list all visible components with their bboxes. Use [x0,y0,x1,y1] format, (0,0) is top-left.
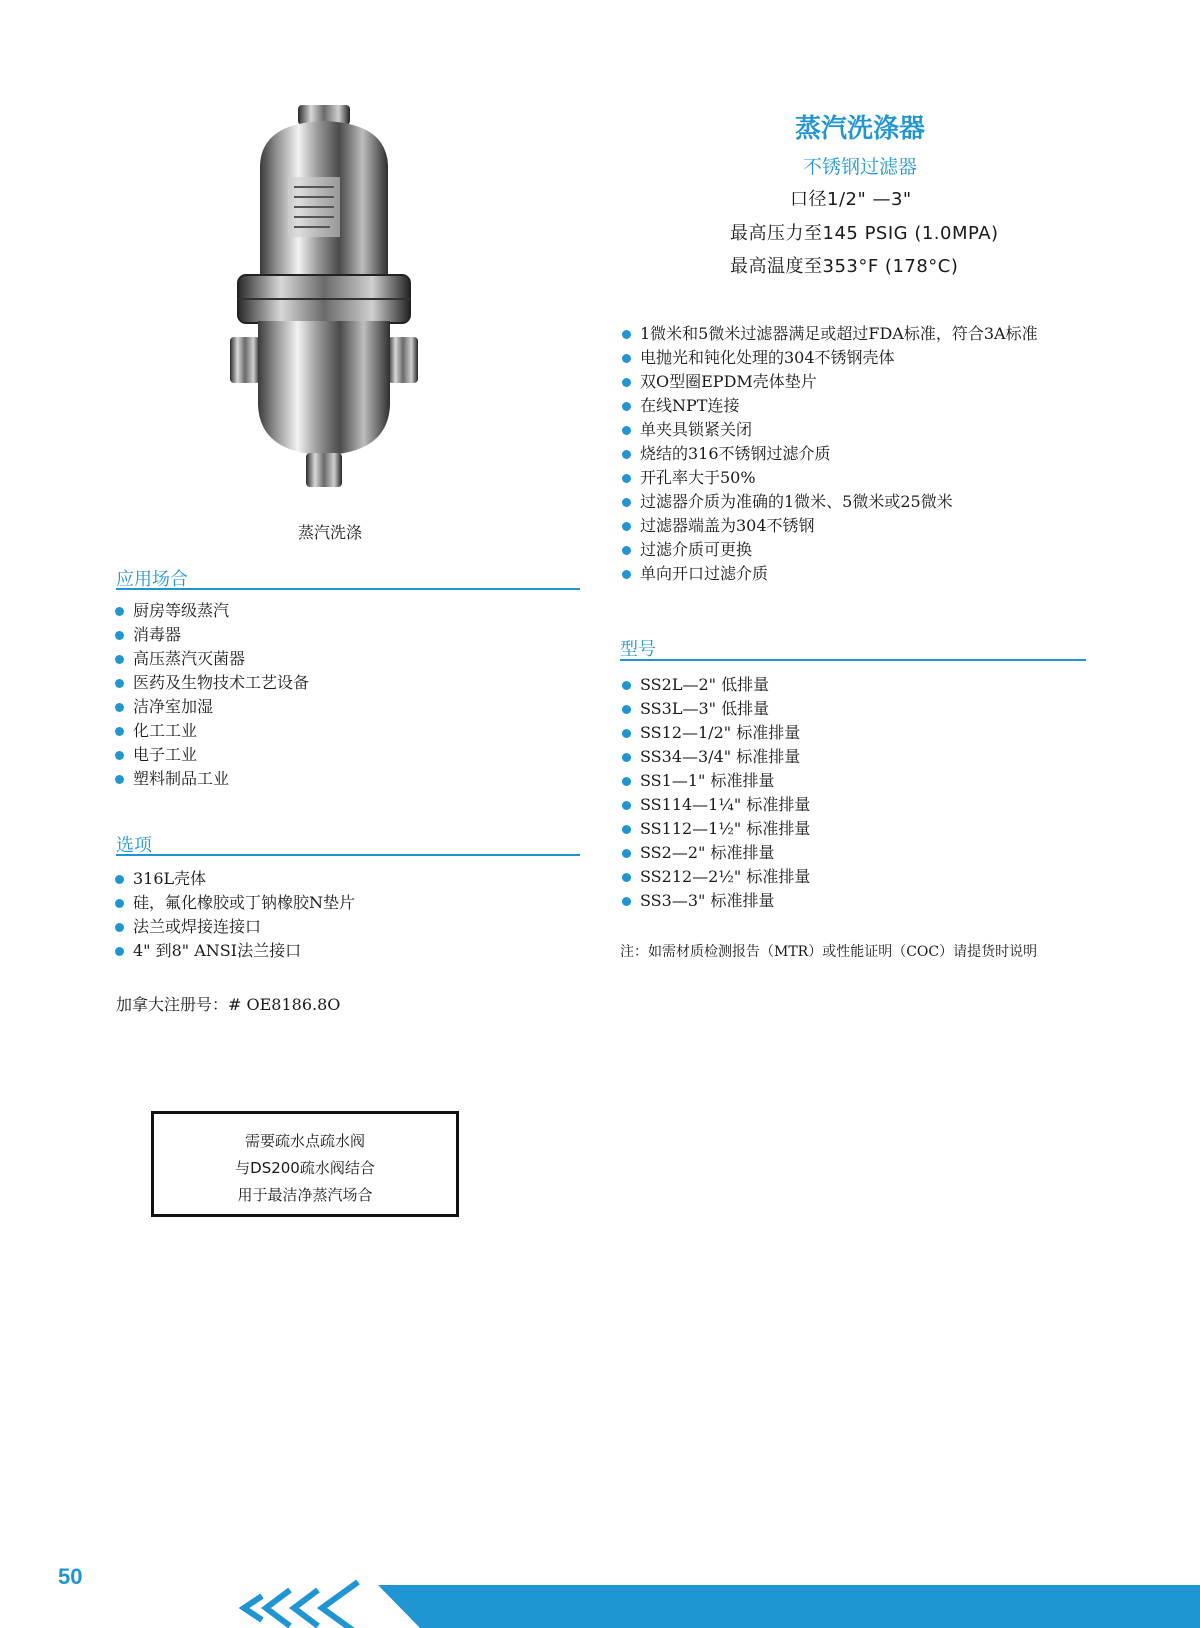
arrows-icon [244,1582,358,1628]
list-item: 过滤器端盖为304不锈钢 [620,514,1038,538]
list-item: 电抛光和钝化处理的304不锈钢壳体 [620,346,1038,370]
options-list [113,867,355,963]
box-note-line: 用于最洁净蒸汽场合 [237,1186,373,1204]
list-item: 过滤器介质为准确的1微米、5微米或25微米 [620,490,1038,514]
bullet-icon [622,873,631,882]
list-item: SS2L—2" 低排量 [620,673,810,697]
applications-list [113,599,309,791]
bullet-icon [622,849,631,858]
bullet-icon [115,655,124,664]
bullet-icon [622,402,631,411]
models-heading: 型号 [620,639,656,660]
bullet-icon [622,897,631,906]
bullet-icon [622,705,631,714]
list-item: 在线NPT连接 [620,394,1038,418]
bullet-icon [622,546,631,555]
product-image [230,105,420,505]
list-item: 316L壳体 [113,867,355,891]
list-item: 烧结的316不锈钢过滤介质 [620,442,1038,466]
options-divider [116,854,580,856]
list-item: SS112—1½" 标准排量 [620,817,810,841]
drain-trap-note-box [151,1111,459,1217]
bullet-icon [622,681,631,690]
spec-pressure: 最高压力至145 PSIG (1.0MPA) [730,223,999,244]
bullet-icon [115,775,124,784]
bullet-icon [622,498,631,507]
bullet-icon [115,751,124,760]
list-item: 医药及生物技术工艺设备 [113,671,309,695]
list-item: 开孔率大于50% [620,466,1038,490]
bullet-icon [622,522,631,531]
list-item: SS3—3" 标准排量 [620,889,810,913]
spec-temperature: 最高温度至353°F (178°C) [730,256,959,277]
applications-heading: 应用场合 [116,569,188,590]
product-caption: 蒸汽洗涤 [297,523,362,542]
list-item: 化工工业 [113,719,309,743]
bullet-icon [622,426,631,435]
bullet-icon [622,354,631,363]
list-item: SS114—1¼" 标准排量 [620,793,810,817]
bullet-icon [622,330,631,339]
list-item: 1微米和5微米过滤器满足或超过FDA标准，符合3A标准 [620,322,1038,346]
material-note: 注：如需材质检测报告（MTR）或性能证明（COC）请提货时说明 [620,944,1038,960]
list-item: 硅，氟化橡胶或丁钠橡胶N垫片 [113,891,355,915]
list-item: SS2—2" 标准排量 [620,841,810,865]
list-item: SS3L—3" 低排量 [620,697,810,721]
list-item: SS1—1" 标准排量 [620,769,810,793]
bullet-icon [622,801,631,810]
footer-stripe [378,1585,1200,1628]
bullet-icon [115,679,124,688]
bullet-icon [622,570,631,579]
bullet-icon [115,631,124,640]
bullet-icon [115,875,124,884]
list-item: 法兰或焊接连接口 [113,915,355,939]
list-item: 塑料制品工业 [113,767,309,791]
bullet-icon [622,450,631,459]
page-title: 蒸汽洗涤器 [794,114,925,144]
list-item: 4" 到8" ANSI法兰接口 [113,939,355,963]
list-item: SS34—3/4" 标准排量 [620,745,810,769]
list-item: 电子工业 [113,743,309,767]
bullet-icon [622,825,631,834]
bullet-icon [115,947,124,956]
box-note-line: 需要疏水点疏水阀 [244,1132,365,1150]
list-item: 过滤介质可更换 [620,538,1038,562]
list-item: 高压蒸汽灭菌器 [113,647,309,671]
footer-band [0,1580,1200,1628]
feature-list [620,322,1038,586]
bullet-icon [622,474,631,483]
bullet-icon [115,923,124,932]
bullet-icon [622,378,631,387]
list-item: SS212—2½" 标准排量 [620,865,810,889]
list-item: 单夹具锁紧关闭 [620,418,1038,442]
options-heading: 选项 [116,835,152,856]
list-item: 洁净室加湿 [113,695,309,719]
list-item: 厨房等级蒸汽 [113,599,309,623]
bullet-icon [622,777,631,786]
bullet-icon [622,729,631,738]
bullet-icon [115,727,124,736]
box-note-line: 与DS200疏水阀结合 [235,1159,375,1177]
list-item: 消毒器 [113,623,309,647]
applications-divider [116,588,580,590]
list-item: SS12—1/2" 标准排量 [620,721,810,745]
models-divider [620,659,1086,661]
models-list [620,673,810,913]
spec-size: 口径1/2" —3" [790,189,912,210]
page-subtitle: 不锈钢过滤器 [802,156,917,178]
bullet-icon [622,753,631,762]
registration-number: 加拿大注册号：# OE8186.8O [116,995,341,1014]
page-number: 50 [58,1564,83,1589]
list-item: 单向开口过滤介质 [620,562,1038,586]
list-item: 双O型圈EPDM壳体垫片 [620,370,1038,394]
bullet-icon [115,899,124,908]
bullet-icon [115,703,124,712]
bullet-icon [115,607,124,616]
